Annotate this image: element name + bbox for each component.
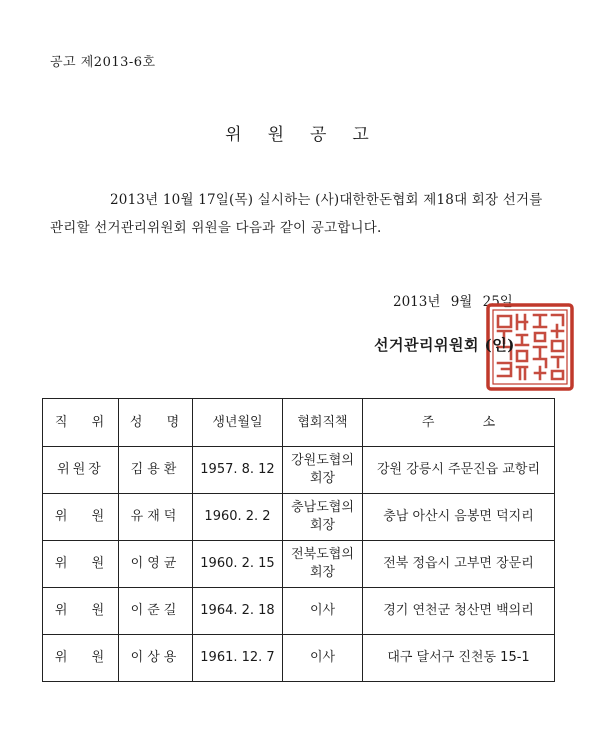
cell-position: 위 원: [43, 494, 119, 541]
cell-position: 위 원: [43, 541, 119, 588]
cell-birthdate: 1961. 12. 7: [193, 635, 283, 682]
header-name: 성 명: [119, 399, 193, 447]
cell-address: 경기 연천군 청산면 백의리: [363, 588, 555, 635]
header-association-role: 협회직책: [283, 399, 363, 447]
announcement-body: 2013년 10월 17일(목) 실시하는 (사)대한한돈협회 제18대 회장 선거를 관리할 선거관리위원회 위원을 다음과 같이 공고합니다.: [50, 192, 543, 236]
cell-name: 이상용: [119, 635, 193, 682]
cell-birthdate: 1960. 2. 2: [193, 494, 283, 541]
cell-role: 이사: [283, 635, 363, 682]
cell-name: 이준길: [119, 588, 193, 635]
table-row: [43, 447, 555, 494]
cell-role: 강원도협의회장: [283, 447, 363, 494]
cell-birthdate: 1960. 2. 15: [193, 541, 283, 588]
cell-address: 강원 강릉시 주문진읍 교항리: [363, 447, 555, 494]
cell-name: 이영균: [119, 541, 193, 588]
cell-role: 충남도협의회장: [283, 494, 363, 541]
announcement-date: 2013년 9월 25일: [393, 294, 513, 310]
committee-members-table: [42, 398, 555, 682]
notice-number: 공고 제2013-6호: [50, 55, 156, 70]
cell-birthdate: 1964. 2. 18: [193, 588, 283, 635]
cell-address: 충남 아산시 음봉면 덕지리: [363, 494, 555, 541]
cell-address: 대구 달서구 진천동 15-1: [363, 635, 555, 682]
cell-position: 위 원: [43, 635, 119, 682]
cell-position: 위 원: [43, 588, 119, 635]
cell-name: 유재덕: [119, 494, 193, 541]
table-header-row: [43, 399, 555, 447]
table-row: [43, 588, 555, 635]
table-row: [43, 635, 555, 682]
cell-position: 위원장: [43, 447, 119, 494]
table-row: [43, 541, 555, 588]
header-birthdate: 생년월일: [193, 399, 283, 447]
cell-role: 전북도협의회장: [283, 541, 363, 588]
cell-address: 전북 정읍시 고부면 장문리: [363, 541, 555, 588]
table-row: [43, 494, 555, 541]
header-position: 직 위: [43, 399, 119, 447]
header-address: 주 소: [363, 399, 555, 447]
cell-role: 이사: [283, 588, 363, 635]
cell-birthdate: 1957. 8. 12: [193, 447, 283, 494]
committee-signature: 선거관리위원회 (인): [374, 336, 515, 354]
document-title: 위원공고: [225, 125, 395, 145]
cell-name: 김용환: [119, 447, 193, 494]
